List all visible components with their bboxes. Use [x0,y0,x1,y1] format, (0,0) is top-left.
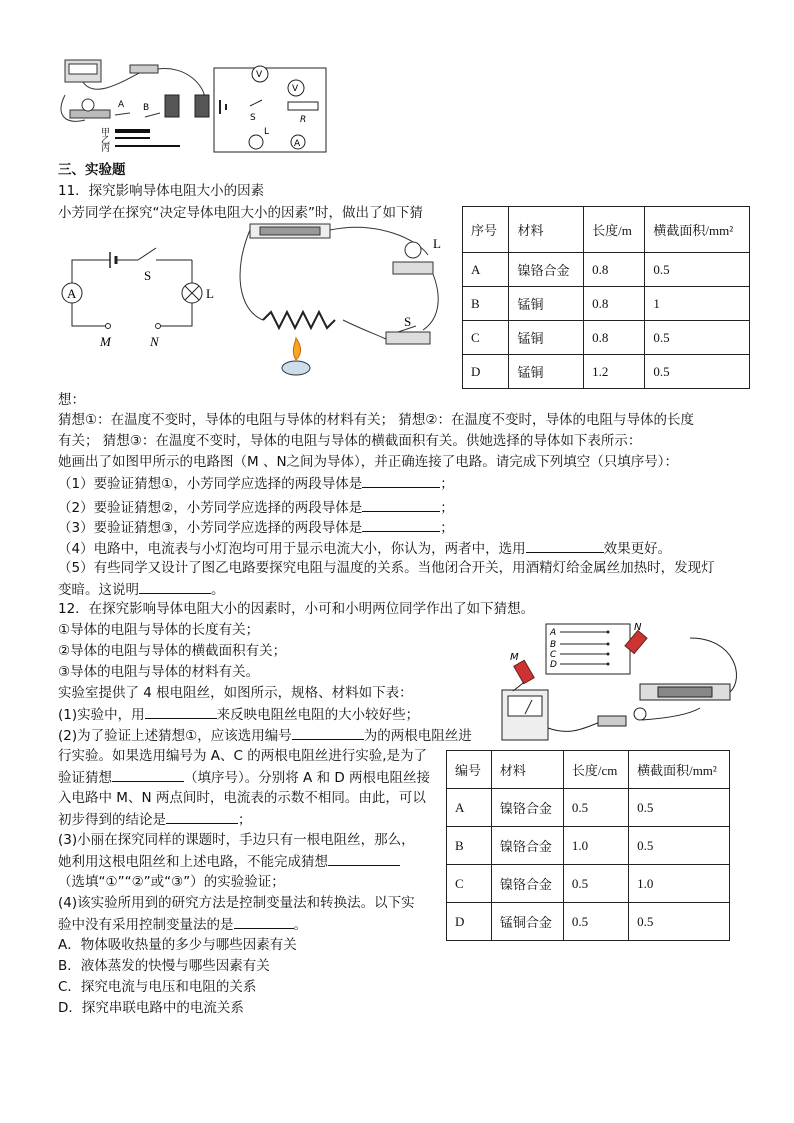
table-header-cell: 长度/m [584,207,645,253]
table-cell: D [463,355,509,389]
q12-line11: (4)该实验所用到的研究方法是控制变量法和转换法。以下实 [58,895,415,911]
top-l-label: L [264,127,270,137]
q12-line2-text: (1)实验中，用 [58,707,145,723]
table-cell: 1.0 [563,827,628,865]
q12-line12-end: 。 [293,917,307,933]
q11-ammeter-label: A [67,286,77,301]
q12-wire-c-label: C [550,650,557,660]
table-cell: 镍铬合金 [491,827,563,865]
table-header-cell: 材料 [491,751,563,789]
q12-blank3[interactable] [112,767,184,782]
q12-blank2[interactable] [292,725,364,740]
q11-item5: （5）有些同学又设计了图乙电路要探究电阻与温度的关系。当他闭合开关，用酒精灯给金属丝加热时，发现灯 [58,560,715,576]
top-v2-label: V [292,84,299,94]
q11-item2-end: ； [440,500,454,516]
q11-circuit-diagram-jia [58,236,233,356]
q11-n-label: N [150,334,159,349]
table-cell: 锰铜 [509,287,584,321]
q11-item2-text: （2）要验证猜想②，小芳同学应选择的两段导体是 [58,500,363,516]
top-v1-label: V [256,70,263,80]
q11-item5-end: 。 [211,582,225,598]
q12-line10: （选填“①”“②”或“③”）的实验验证； [58,874,285,890]
q12-line8: (3)小丽在探究同样的课题时，手边只有一根电阻丝，那么， [58,832,415,848]
table-header-cell: 序号 [463,207,509,253]
table-cell: 0.5 [645,253,750,287]
q11-item5-cont [58,579,225,600]
q12-option-b[interactable]: B．液体蒸发的快慢与哪些因素有关 [58,958,270,974]
table-cell: 0.8 [584,287,645,321]
table-cell: B [447,827,492,865]
q12-line6: 入电路中 M、N 两点间时，电流表的示数不相同。由此，可以 [58,790,426,806]
table-cell: D [447,903,492,941]
table-cell: 0.5 [563,903,628,941]
q11-title: 11．探究影响导体电阻大小的因素 [58,183,265,199]
top-a-label: A [294,139,301,149]
q11-intro-cont: 想： [58,392,85,408]
table-cell: 锰铜 [509,321,584,355]
q12-line12 [58,914,307,935]
table-header-cell: 长度/cm [563,751,628,789]
q11-item1-text: （1）要验证猜想①，小芳同学应选择的两段导体是 [58,476,363,492]
top-label-jia: 甲 [101,128,111,138]
q12-line5-text: 验证猜想 [58,770,112,786]
q11-item5-text: 变暗。这说明 [58,582,139,598]
table-cell: 0.5 [629,903,730,941]
top-apparatus-figure [55,55,215,155]
q12-wire-d-label: D [550,660,557,670]
table-row [447,789,730,827]
q11-item1-end: ； [440,476,454,492]
table-cell: C [463,321,509,355]
q11-yi-switch-label: S [404,314,412,329]
q12-line3 [58,725,472,746]
table-cell: B [463,287,509,321]
q11-intro: 小芳同学在探究“决定导体电阻大小的因素”时，做出了如下猜 [58,205,423,221]
q11-m-label: M [100,334,111,349]
q12-line7-end: ； [238,812,252,828]
q12-line7-text: 初步得到的结论是 [58,812,166,828]
q12-title: 12．在探究影响导体电阻大小的因素时，小可和小明两位同学作出了如下猜想。 [58,601,535,617]
q11-item1-blank[interactable] [362,473,440,488]
table-cell: 0.8 [584,321,645,355]
table-row [447,827,730,865]
q11-item1 [58,473,454,494]
table-cell: 1.0 [629,865,730,903]
section-title: 三、实验题 [58,162,126,178]
q12-guess2: ②导体的电阻与导体的横截面积有关； [58,643,287,659]
table-header-cell: 横截面积/mm² [629,751,730,789]
q11-apparatus-figure-yi [238,210,453,385]
q12-guess3: ③导体的电阻与导体的材料有关。 [58,664,260,680]
table-row [463,253,750,287]
table-cell: A [447,789,492,827]
q12-line2-end: 来反映电阻丝电阻的大小较好些； [216,707,420,723]
table-row [447,903,730,941]
table-cell: 镍铬合金 [491,865,563,903]
q11-guess-line1: 猜想①：在温度不变时，导体的电阻与导体的材料有关； 猜想②：在温度不变时，导体的电阻与导体的长度 [58,412,694,428]
q11-conductor-table [462,206,750,389]
q12-option-c[interactable]: C．探究电流与电压和电阻的关系 [58,979,257,995]
table-cell: 1.2 [584,355,645,389]
top-circuit-diagram [210,62,330,157]
table-header-cell: 编号 [447,751,492,789]
q11-item3-text: （3）要验证猜想③，小芳同学应选择的两段导体是 [58,520,363,536]
q12-line9 [58,851,400,872]
top-label-b: B [143,103,150,113]
q12-line3-text: (2)为了验证上述猜想①，应该选用编号 [58,728,292,744]
q12-option-a[interactable]: A．物体吸收热量的多少与哪些因素有关 [58,937,297,953]
top-label-yi: 乙 [101,136,111,146]
q12-n-label: N [634,622,642,633]
q11-item4-end: 效果更好。 [603,541,672,557]
table-cell: 1 [645,287,750,321]
q12-option-d[interactable]: D．探究串联电路中的电流关系 [58,1000,244,1016]
q11-item3-end: ； [440,520,454,536]
q11-item4-blank[interactable] [526,538,604,553]
table-cell: C [447,865,492,903]
q12-guess1: ①导体的电阻与导体的长度有关； [58,622,260,638]
q12-line12-text: 验中没有采用控制变量法的是 [58,917,234,933]
q11-item3-blank[interactable] [362,517,440,532]
q11-lamp-label: L [206,286,214,301]
table-cell: 锰铜 [509,355,584,389]
q11-guess-line2: 有关； 猜想③：在温度不变时，导体的电阻与导体的横截面积有关。供她选择的导体如下表所示： [58,433,642,449]
q12-blank6[interactable] [234,914,294,929]
q12-wire-table [446,750,730,941]
q11-switch-label: S [144,268,152,283]
table-cell: 0.5 [563,789,628,827]
q11-item2 [58,497,454,518]
q11-guess-line3: 她画出了如图甲所示的电路图（M 、N之间为导体），并正确连接了电路。请完成下列填空（只填序号）： [58,454,679,470]
q11-item5-blank[interactable] [139,579,211,594]
q12-line7 [58,809,252,830]
q12-blank5[interactable] [328,851,400,866]
top-label-bing: 丙 [101,144,111,154]
q12-line3-end: 为的两根电阻丝进 [363,728,472,744]
q12-line1: 实验室提供了 4 根电阻丝，如图所示，规格、材料如下表： [58,685,413,701]
q12-line5-end: （填序号）。分别将 A 和 D 两根电阻丝接 [184,770,431,786]
table-row [463,321,750,355]
top-r-label: R [300,115,307,125]
q12-wire-a-label: A [550,628,557,638]
q12-line5 [58,767,430,788]
table-cell: 0.5 [563,865,628,903]
q12-m-label: M [510,652,519,663]
table-row [463,355,750,389]
table-header-cell: 材料 [509,207,584,253]
q12-line9-text: 她利用这根电阻丝和上述电路，不能完成猜想 [58,854,328,870]
q11-item4 [58,538,671,559]
q12-apparatus-figure [490,618,748,750]
table-cell: 0.8 [584,253,645,287]
table-cell: 0.5 [645,321,750,355]
q11-item4-text: （4）电路中，电流表与小灯泡均可用于显示电流大小，你认为，两者中，选用 [58,541,526,557]
q12-blank4[interactable] [166,809,238,824]
table-row [447,865,730,903]
q11-yi-lamp-label: L [433,236,441,251]
q12-line2 [58,704,419,725]
top-label-a: A [118,100,125,110]
table-cell: 镍铬合金 [491,789,563,827]
table-cell: 0.5 [629,789,730,827]
q11-item3 [58,517,454,538]
table-header-row [463,207,750,253]
table-cell: 锰铜合金 [491,903,563,941]
table-cell: A [463,253,509,287]
q12-wire-b-label: B [550,640,557,650]
q12-blank1[interactable] [145,704,217,719]
q11-item2-blank[interactable] [362,497,440,512]
table-header-row [447,751,730,789]
table-cell: 0.5 [645,355,750,389]
table-header-cell: 横截面积/mm² [645,207,750,253]
q12-line4: 行实验。如果选用编号为 A、C 的两根电阻丝进行实验,是为了 [58,748,428,764]
top-s-label: S [250,113,256,123]
table-cell: 镍铬合金 [509,253,584,287]
table-row [463,287,750,321]
table-cell: 0.5 [629,827,730,865]
